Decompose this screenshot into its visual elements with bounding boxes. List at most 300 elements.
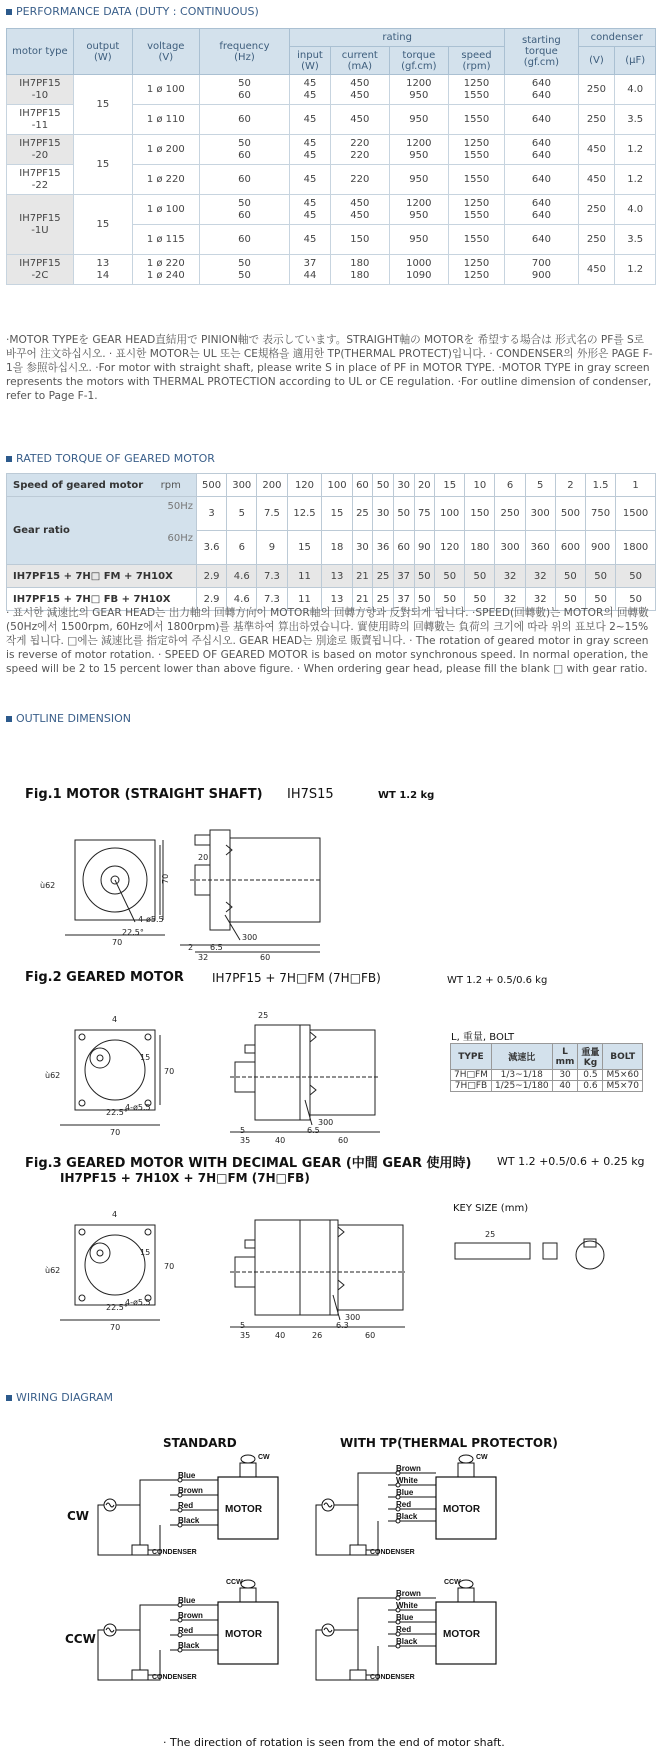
wire-label: Blue	[178, 1471, 196, 1480]
rated-cell: 360	[525, 531, 555, 565]
rated-cell: 15	[322, 497, 352, 531]
wire-label: Black	[396, 1512, 418, 1521]
fig1-dim-70: 70	[112, 938, 123, 947]
rotation-knob-icon	[241, 1455, 255, 1463]
fig1-drawing	[0, 800, 660, 980]
cell-starting: 640	[505, 105, 578, 135]
rated-cell: 50	[555, 565, 585, 588]
rated-cell: 18	[322, 531, 352, 565]
fig3-dim-4: 4	[112, 1210, 118, 1219]
supply-wire	[334, 1598, 388, 1630]
rated-cell: 11	[287, 565, 322, 588]
rated-cell: 30	[352, 531, 373, 565]
output-cell: 15	[73, 135, 132, 195]
wiring-footer-note: · The direction of rotation is seen from the end of motor shaft.	[163, 1736, 505, 1749]
rated-cell: 50	[585, 588, 615, 611]
performance-section-title	[6, 5, 259, 18]
wire-label: White	[396, 1476, 418, 1485]
condenser-label: CONDENSER	[370, 1674, 415, 1681]
rated-cell: 50	[393, 497, 414, 531]
bolt-caption: L, 重量, BOLT	[451, 1032, 515, 1043]
rated-title-text: RATED TORQUE OF GEARED MOTOR	[16, 452, 215, 465]
ac-wave-icon	[106, 1628, 114, 1632]
cell-cuf: 1.2	[615, 135, 656, 165]
cell-cv: 250	[578, 225, 615, 255]
motor-shaft	[240, 1588, 256, 1602]
cell-speed: 1550	[448, 105, 504, 135]
rated-cell: 120	[287, 474, 322, 497]
rated-cell: 32	[525, 565, 555, 588]
motor-type-cell: IH7PF15 -10	[7, 75, 74, 105]
rated-cell: 50	[465, 565, 495, 588]
ac-wave-icon	[324, 1503, 332, 1507]
cell-current: 450	[330, 105, 389, 135]
rated-cell: 5	[525, 474, 555, 497]
rated-cell: 60	[352, 474, 373, 497]
condenser-icon	[132, 1545, 148, 1555]
outline-title-text: OUTLINE DIMENSION	[16, 712, 131, 725]
bolt-cell: M5×60	[603, 1070, 642, 1081]
fig1-dim-70v: 70	[161, 873, 170, 884]
fig3-model: IH7PF15 + 7H10X + 7H□FM (7H□FB)	[60, 1171, 310, 1185]
supply-wire	[116, 1605, 170, 1630]
wire-label: Blue	[396, 1488, 414, 1497]
cell-cuf: 3.5	[615, 105, 656, 135]
rated-cell: 50	[465, 588, 495, 611]
wire-label: Brown	[178, 1486, 203, 1495]
wire-label: Blue	[396, 1613, 414, 1622]
rated-cell: 4.6	[227, 588, 257, 611]
rated-cell: 100	[322, 474, 352, 497]
bolt-cell: 7H□FB	[451, 1081, 492, 1092]
section-bullet-icon	[6, 456, 12, 462]
cell-cv: 450	[578, 255, 615, 285]
cell-freq: 60	[199, 165, 289, 195]
fig2-dim-70: 70	[110, 1128, 121, 1137]
fig2-dim-dia: ù62	[45, 1071, 61, 1080]
rated-cell: 100	[435, 497, 465, 531]
supply-wire	[116, 1480, 170, 1505]
rated-cell: 15	[435, 474, 465, 497]
output-cell: 15	[73, 195, 132, 255]
bolt-header: L mm	[552, 1044, 578, 1070]
section-bullet-icon	[6, 1395, 12, 1401]
cell-freq: 60	[199, 105, 289, 135]
cell-freq: 60	[199, 225, 289, 255]
wire-label: Red	[396, 1500, 412, 1509]
rated-cell: 4.6	[227, 565, 257, 588]
rated-cell: 2.9	[197, 565, 227, 588]
condenser-icon	[132, 1670, 148, 1680]
wiring-title-text: WIRING DIAGRAM	[16, 1391, 114, 1404]
cell-cv: 250	[578, 105, 615, 135]
cell-voltage: 1 ø 115	[132, 225, 199, 255]
cell-current: 220	[330, 165, 389, 195]
fig2-dim-35: 35	[240, 1136, 251, 1145]
motor-type-cell: IH7PF15 -11	[7, 105, 74, 135]
fig3-drawing	[0, 1195, 660, 1345]
wire-label: White	[396, 1601, 418, 1610]
fig3-dim-70: 70	[110, 1323, 121, 1332]
bolt-cell: 40	[552, 1081, 578, 1092]
motor-type-cell: IH7PF15 -2C	[7, 255, 74, 285]
outline-section-title	[6, 712, 131, 725]
cell-current: 450 450	[330, 195, 389, 225]
cell-cv: 450	[578, 135, 615, 165]
wire-label: Black	[178, 1641, 200, 1650]
cell-cv: 250	[578, 75, 615, 105]
fig2-dim-70v: 70	[164, 1067, 175, 1076]
fig1-dim-angle: 22.5°	[122, 928, 144, 937]
row-fb-label: IH7PF15 + 7H□ FB + 7H10X	[7, 588, 197, 611]
rated-cell: 50	[616, 565, 656, 588]
rated-cell: 7.3	[257, 565, 287, 588]
header-condenser: condenser	[578, 29, 655, 47]
rated-cell: 250	[495, 497, 525, 531]
rated-cell: 90	[414, 531, 435, 565]
supply-wire	[334, 1473, 388, 1505]
section-bullet-icon	[6, 9, 12, 15]
rated-cell: 3.6	[197, 531, 227, 565]
rated-cell: 32	[525, 588, 555, 611]
rated-cell: 12.5	[287, 497, 322, 531]
cell-current: 150	[330, 225, 389, 255]
rated-cell: 30	[373, 497, 394, 531]
cell-cuf: 1.2	[615, 255, 656, 285]
fig2-dim-300: 300	[318, 1118, 334, 1127]
fig2-model: IH7PF15 + 7H□FM (7H□FB)	[212, 971, 381, 985]
rated-cell: 2	[555, 474, 585, 497]
rated-cell: 300	[495, 531, 525, 565]
fig3-dim-26: 26	[312, 1331, 323, 1340]
motor-shaft	[240, 1463, 256, 1477]
rated-cell: 13	[322, 588, 352, 611]
bolt-cell: 30	[552, 1070, 578, 1081]
rated-cell: 120	[435, 531, 465, 565]
cell-voltage: 1 ø 220	[132, 165, 199, 195]
fig3-dim-15: 15	[140, 1248, 151, 1257]
fig3-dim-dia: ù62	[45, 1266, 61, 1275]
wire-label: Red	[178, 1626, 194, 1635]
rated-cell: 5	[227, 497, 257, 531]
wiring-standard-label: STANDARD	[163, 1436, 237, 1450]
ac-wave-icon	[324, 1628, 332, 1632]
rated-section-title	[6, 452, 215, 465]
header-starting-torque: starting torque (gf.cm)	[505, 29, 578, 75]
motor-shaft	[458, 1463, 474, 1477]
fig3-dim-40: 40	[275, 1331, 286, 1340]
rated-cell: 30	[393, 474, 414, 497]
condenser-icon	[350, 1545, 366, 1555]
rated-torque-table	[6, 473, 656, 611]
cell-speed: 1550	[448, 165, 504, 195]
fig1-dim-20: 20	[198, 853, 209, 862]
wire-label: Red	[396, 1625, 412, 1634]
gear-ratio-label: Gear ratio 50Hz 60Hz	[7, 497, 197, 565]
rated-cell: 300	[227, 474, 257, 497]
bolt-cell: 0.6	[578, 1081, 603, 1092]
rated-cell: 900	[585, 531, 615, 565]
cell-torque: 1200 950	[389, 195, 448, 225]
fig3-dim-holes: 4-ø5.5	[125, 1298, 151, 1307]
cell-input: 45	[290, 225, 331, 255]
performance-title-text: PERFORMANCE DATA (DUTY : CONTINUOUS)	[16, 5, 259, 18]
header-cond-volt: (V)	[578, 47, 615, 75]
cell-freq: 50 50	[199, 255, 289, 285]
rated-cell: 600	[555, 531, 585, 565]
header-output: output (W)	[73, 29, 132, 75]
cell-torque: 950	[389, 225, 448, 255]
output-cell: 13 14	[73, 255, 132, 285]
rotation-knob-icon	[459, 1580, 473, 1588]
rated-cell: 3	[197, 497, 227, 531]
cell-voltage: 1 ø 200	[132, 135, 199, 165]
rated-cell: 2.9	[197, 588, 227, 611]
rotation-knob-icon	[459, 1455, 473, 1463]
rated-cell: 21	[352, 588, 373, 611]
cell-speed: 1550	[448, 225, 504, 255]
motor-type-cell: IH7PF15 -20	[7, 135, 74, 165]
cell-starting: 640	[505, 225, 578, 255]
rated-cell: 37	[393, 588, 414, 611]
cell-cv: 250	[578, 195, 615, 225]
performance-note: ·MOTOR TYPEを GEAR HEAD直結用で PINION軸で 表示しています。STRAIGHT軸の MOTORを 希望する場合は 形式名の PF를 S로 바꾸어 注文하십시오. · 표시한 MOTOR는 UL 또는 CE規格을 適用한 TP(THERMAL PROTECT)입니다. · CONDENSER의 外形은 PAGE F-1을 参照하십시오. ·For motor with straight shaft, please write S in place of PF in MOTOR TYPE. ·MOTOR TYPE in gray screen represents the motors with THERMAL PROTECTION according to UL or CE regulation. ·For outline dimension of condenser, refer to Page F-1.	[6, 334, 653, 402]
fig3-dim-300: 300	[345, 1313, 361, 1322]
fig2-dim-65: 6.5	[307, 1126, 320, 1135]
condenser-label: CONDENSER	[152, 1674, 197, 1681]
rated-cell: 50	[585, 565, 615, 588]
rated-cell: 50	[616, 588, 656, 611]
rated-cell: 1800	[616, 531, 656, 565]
fig1-dim-60: 60	[260, 953, 271, 962]
ccw-direction-label: CCW	[226, 1579, 243, 1586]
rated-note: · 표시한 減速比의 GEAR HEAD는 出力軸의 回轉方向이 MOTOR軸의 回轉方향과 反對되게 됩니다. ·SPEED(回轉數)는 MOTOR의 回轉數(50Hz에서 1500rpm, 60Hz에서 1800rpm)를 基準하여 算出하였습니다. 實使用時의 回轉數는 負荷의 크기에 따라 위의 표보다 2~15% 작게 됩니다. □에는 減速比를 指定하여 주십시오. GEAR HEAD는 別途로 販賣됩니다. · The rotation of geared motor in gray screen is reverse of motor rotation. · SPEED OF GEARED MOTOR is based on motor synchronous speed. In normal operation, the speed will be 2 to 15 percent lower than above figure. · When ordering gear head, please fill the blank □ with gear ratio.	[6, 607, 649, 675]
header-rating: rating	[290, 29, 505, 47]
rated-cell: 150	[465, 497, 495, 531]
ac-wave-icon	[106, 1503, 114, 1507]
cell-cuf: 4.0	[615, 195, 656, 225]
fig2-dim-angle: 22.5°	[106, 1108, 128, 1117]
rated-cell: 36	[373, 531, 394, 565]
fig2-weight: WT 1.2 + 0.5/0.6 kg	[447, 975, 548, 986]
cell-starting: 640 640	[505, 195, 578, 225]
header-frequency: frequency (Hz)	[199, 29, 289, 75]
cell-cuf: 1.2	[615, 165, 656, 195]
fig3-dim-70v: 70	[164, 1262, 175, 1271]
wire-label: Black	[178, 1516, 200, 1525]
wiring-cw-label: CW	[67, 1509, 90, 1523]
fig1-dim-2: 2	[188, 943, 194, 952]
rated-cell: 15	[287, 531, 322, 565]
cell-speed: 1250 1550	[448, 75, 504, 105]
fig2-dim-25: 25	[258, 1011, 269, 1020]
rated-cell: 9	[257, 531, 287, 565]
rated-cell: 6	[227, 531, 257, 565]
cell-input: 45 45	[290, 75, 331, 105]
rated-cell: 50	[435, 565, 465, 588]
rated-cell: 7.3	[257, 588, 287, 611]
rotation-knob-icon	[241, 1580, 255, 1588]
fig1-dim-32: 32	[198, 953, 209, 962]
fig2-dim-60: 60	[338, 1136, 349, 1145]
wiring-ccw-label: CCW	[65, 1632, 96, 1646]
rated-cell: 25	[373, 565, 394, 588]
condenser-icon	[350, 1670, 366, 1680]
header-torque: torque (gf.cm)	[389, 47, 448, 75]
cell-starting: 640 640	[505, 135, 578, 165]
header-voltage: voltage (V)	[132, 29, 199, 75]
cell-freq: 50 60	[199, 135, 289, 165]
motor-label: MOTOR	[225, 1629, 263, 1640]
rated-cell: 60	[393, 531, 414, 565]
rated-cell: 200	[257, 474, 287, 497]
supply-wire	[98, 1505, 160, 1555]
rated-cell: 180	[465, 531, 495, 565]
cell-speed: 1250 1550	[448, 135, 504, 165]
cell-starting: 640 640	[505, 75, 578, 105]
rated-cell: 32	[495, 565, 525, 588]
fig2-dim-4: 4	[112, 1015, 118, 1024]
cell-starting: 640	[505, 165, 578, 195]
section-bullet-icon	[6, 716, 12, 722]
key-dim-25: 25	[485, 1230, 496, 1239]
cw-direction-label: CW	[476, 1454, 488, 1461]
cell-freq: 50 60	[199, 75, 289, 105]
cell-current: 450 450	[330, 75, 389, 105]
performance-table	[6, 28, 656, 285]
rated-cell: 6	[495, 474, 525, 497]
performance-row	[7, 135, 656, 165]
rated-cell: 75	[414, 497, 435, 531]
condenser-label: CONDENSER	[152, 1549, 197, 1556]
cell-voltage: 1 ø 220 1 ø 240	[132, 255, 199, 285]
cw-direction-label: CW	[258, 1454, 270, 1461]
motor-type-cell: IH7PF15 -22	[7, 165, 74, 195]
rated-cell: 50	[435, 588, 465, 611]
fig1-dim-300: 300	[242, 933, 258, 942]
bolt-header: 減速比	[491, 1044, 552, 1070]
cell-input: 45	[290, 165, 331, 195]
header-motor-type: motor type	[7, 29, 74, 75]
fig1-dim-holes: 4-ø5.5	[138, 915, 164, 924]
fig1-model: IH7S15	[287, 787, 334, 802]
supply-wire	[316, 1505, 378, 1555]
cell-cuf: 4.0	[615, 75, 656, 105]
fig2-dim-holes: 4-ø5.5	[125, 1103, 151, 1112]
bolt-cell: M5×70	[603, 1081, 642, 1092]
bolt-header: 重量 Kg	[578, 1044, 603, 1070]
wire-label: Black	[396, 1637, 418, 1646]
motor-shaft	[458, 1588, 474, 1602]
bolt-header: TYPE	[451, 1044, 492, 1070]
cell-current: 180 180	[330, 255, 389, 285]
rated-cell: 37	[393, 565, 414, 588]
header-current: current (mA)	[330, 47, 389, 75]
bolt-row	[451, 1081, 643, 1092]
header-speed: speed (rpm)	[448, 47, 504, 75]
bolt-cell: 0.5	[578, 1070, 603, 1081]
bolt-cell: 7H□FM	[451, 1070, 492, 1081]
motor-label: MOTOR	[443, 1504, 481, 1515]
wiring-section-title	[6, 1391, 113, 1404]
rated-cell: 50	[414, 565, 435, 588]
cell-voltage: 1 ø 100	[132, 75, 199, 105]
key-size-label: KEY SIZE (mm)	[453, 1203, 529, 1214]
rated-cell: 21	[352, 565, 373, 588]
supply-wire	[316, 1630, 378, 1680]
rated-cell: 25	[373, 588, 394, 611]
bolt-cell: 1/25~1/180	[491, 1081, 552, 1092]
rated-cell: 25	[352, 497, 373, 531]
fig1-dim-65: 6.5	[210, 943, 223, 952]
rated-cell: 50	[373, 474, 394, 497]
fig1-title: Fig.1 MOTOR (STRAIGHT SHAFT)	[25, 787, 263, 802]
performance-row	[7, 195, 656, 225]
cell-torque: 950	[389, 165, 448, 195]
bolt-table	[450, 1043, 643, 1092]
header-input: input (W)	[290, 47, 331, 75]
cell-starting: 700 900	[505, 255, 578, 285]
rated-cell: 500	[555, 497, 585, 531]
fig3-dim-60: 60	[365, 1331, 376, 1340]
rated-cell: 10	[465, 474, 495, 497]
rated-cell: 750	[585, 497, 615, 531]
header-cond-uf: (μF)	[615, 47, 656, 75]
supply-wire	[98, 1630, 160, 1680]
fig1-weight: WT 1.2 kg	[378, 790, 435, 801]
rated-cell: 1	[616, 474, 656, 497]
performance-row	[7, 75, 656, 105]
rated-cell: 500	[197, 474, 227, 497]
rated-cell: 32	[495, 588, 525, 611]
wire-label: Red	[178, 1501, 194, 1510]
wire-label: Brown	[396, 1464, 421, 1473]
cell-input: 45 45	[290, 135, 331, 165]
rated-cell: 11	[287, 588, 322, 611]
cell-speed: 1250 1250	[448, 255, 504, 285]
cell-speed: 1250 1550	[448, 195, 504, 225]
output-cell: 15	[73, 75, 132, 135]
fig3-title: Fig.3 GEARED MOTOR WITH DECIMAL GEAR (中間 GEAR 使用時)	[25, 1156, 472, 1171]
row-fm-label: IH7PF15 + 7H□ FM + 7H10X	[7, 565, 197, 588]
cell-freq: 50 60	[199, 195, 289, 225]
rated-cell: 1.5	[585, 474, 615, 497]
cell-cuf: 3.5	[615, 225, 656, 255]
wire-label: Brown	[178, 1611, 203, 1620]
bolt-cell: 1/3~1/18	[491, 1070, 552, 1081]
cell-current: 220 220	[330, 135, 389, 165]
fig1-dim-dia: ù62	[40, 881, 56, 890]
bolt-row	[451, 1070, 643, 1081]
motor-label: MOTOR	[225, 1504, 263, 1515]
wiring-drawing	[0, 1455, 660, 1745]
cell-torque: 1000 1090	[389, 255, 448, 285]
bolt-header: BOLT	[603, 1044, 642, 1070]
ccw-direction-label: CCW	[444, 1579, 461, 1586]
rated-cell: 7.5	[257, 497, 287, 531]
cell-input: 37 44	[290, 255, 331, 285]
fig3-dim-angle: 22.5°	[106, 1303, 128, 1312]
rated-cell: 1500	[616, 497, 656, 531]
cell-torque: 1200 950	[389, 75, 448, 105]
motor-type-cell: IH7PF15 -1U	[7, 195, 74, 255]
fig3-dim-35: 35	[240, 1331, 251, 1340]
fig3-weight: WT 1.2 +0.5/0.6 + 0.25 kg	[497, 1155, 645, 1168]
rated-cell: 50	[414, 588, 435, 611]
condenser-label: CONDENSER	[370, 1549, 415, 1556]
wire-label: Blue	[178, 1596, 196, 1605]
rated-cell: 20	[414, 474, 435, 497]
